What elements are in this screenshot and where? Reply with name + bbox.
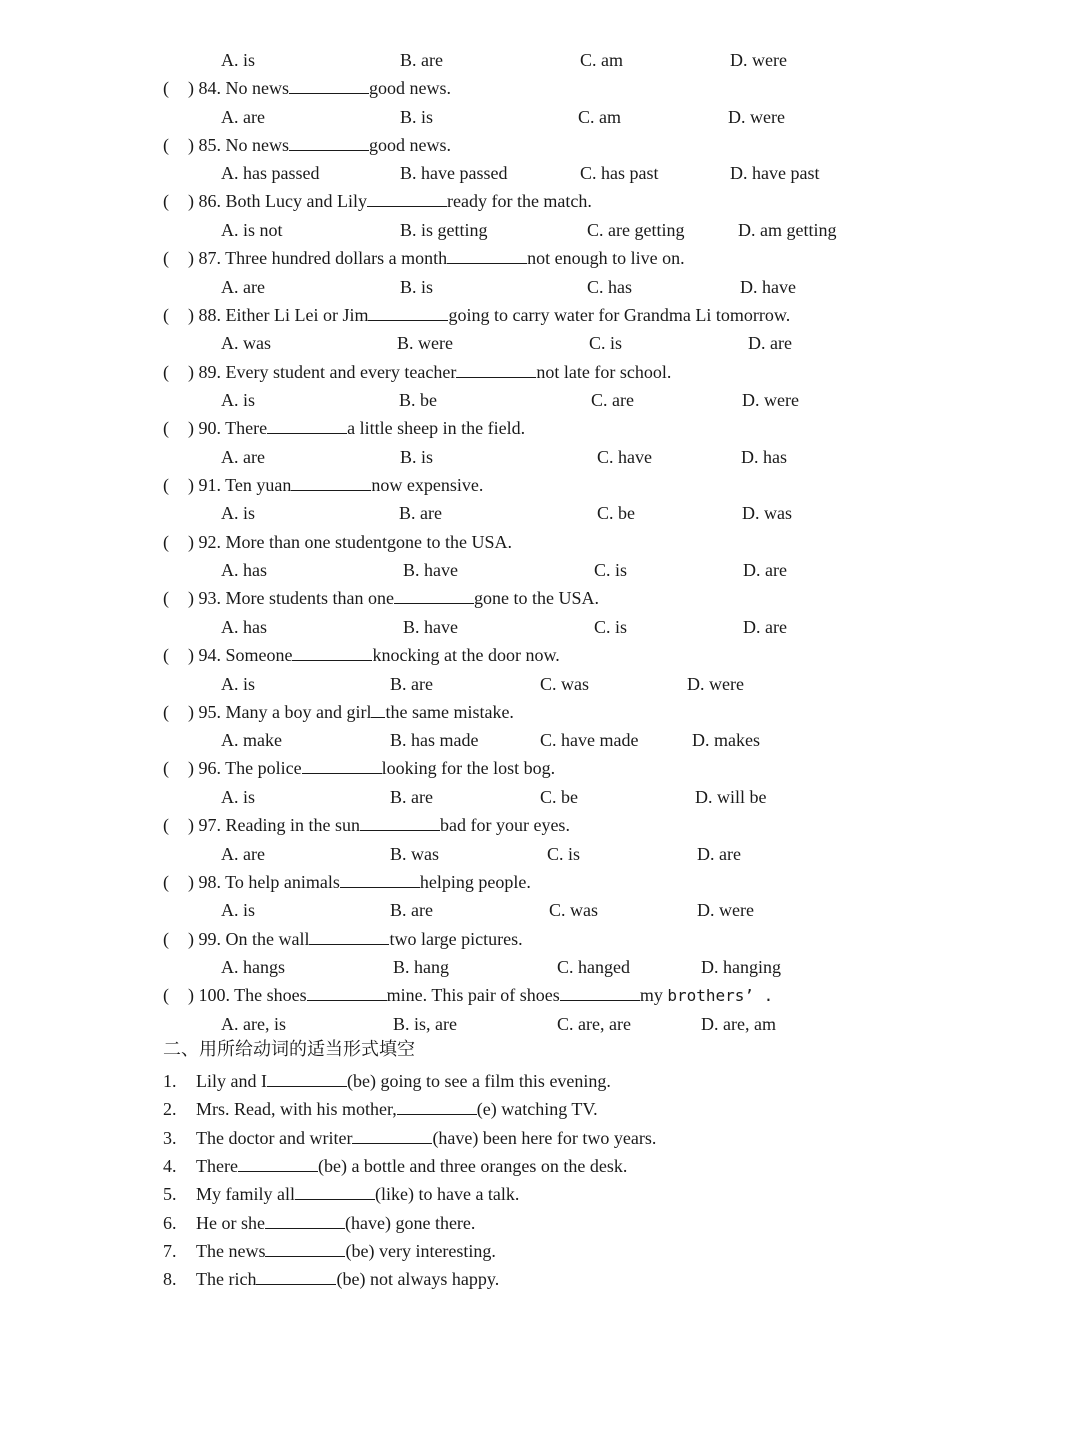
- fill-stem: The rich: [196, 1269, 257, 1290]
- question-paren-open: (: [163, 78, 169, 98]
- answer-option: D. were: [742, 390, 799, 410]
- answer-option: A. are: [221, 446, 265, 467]
- question-stem: ) 88. Either Li Lei or Jim: [188, 304, 369, 325]
- question-text: [188, 871, 531, 893]
- question-stem: ) 92. More than one studentgone to the USA.: [188, 531, 512, 552]
- answer-option: B. have: [403, 560, 458, 581]
- fill-text: [196, 1098, 598, 1120]
- question-text: [188, 928, 523, 950]
- question-stem: ) 100. The shoes: [188, 985, 307, 1006]
- fill-stem: The news: [196, 1240, 266, 1261]
- answer-blank[interactable]: [447, 247, 527, 264]
- question-stem: ) 89. Every student and every teacher: [188, 361, 457, 382]
- question-text: [188, 417, 525, 439]
- question-tail: not enough to live on.: [527, 248, 685, 269]
- answer-blank[interactable]: [368, 304, 448, 321]
- answer-blank[interactable]: [292, 644, 372, 661]
- question-paren-open: (: [163, 985, 169, 1006]
- answer-option: A. has passed: [221, 163, 320, 184]
- fill-tail: (be) not always happy.: [336, 1269, 500, 1290]
- answer-option: D. were: [687, 673, 744, 694]
- answer-option: D. were: [730, 50, 787, 70]
- question-tail: two large pictures.: [389, 928, 523, 949]
- answer-option: B. is: [400, 106, 434, 127]
- question-stem: ) 94. Someone: [188, 645, 293, 665]
- question-paren-open: (: [163, 361, 169, 382]
- answer-blank[interactable]: [265, 1212, 345, 1229]
- fill-tail: (like) to have a talk.: [374, 1184, 520, 1205]
- answer-option: B. hang: [393, 957, 449, 977]
- answer-option: D. are: [748, 333, 792, 354]
- answer-option: B. are: [390, 900, 433, 921]
- question-tail: now expensive.: [371, 474, 484, 495]
- answer-option: C. be: [540, 786, 578, 807]
- question-text: [188, 361, 671, 383]
- answer-option: A. is: [221, 786, 256, 807]
- question-paren-open: (: [163, 304, 169, 325]
- answer-option: C. is: [594, 616, 628, 637]
- answer-option: C. am: [580, 50, 623, 70]
- answer-blank[interactable]: [397, 1098, 477, 1115]
- question-paren-open: (: [163, 474, 169, 495]
- question-tail: gone to the USA.: [473, 588, 599, 609]
- question-tail: a little sheep in the field.: [347, 418, 526, 439]
- question-paren-open: (: [163, 701, 169, 722]
- fill-text: [196, 1155, 627, 1177]
- answer-option: C. was: [540, 673, 589, 694]
- question-tail-mono: brothers’ .: [667, 986, 774, 1006]
- question-paren-open: (: [163, 248, 169, 269]
- answer-blank[interactable]: [267, 417, 347, 434]
- question-paren-open: (: [163, 645, 169, 665]
- fill-tail: (e) watching TV.: [476, 1099, 598, 1120]
- answer-option: B. has made: [390, 730, 479, 751]
- answer-blank[interactable]: [307, 984, 387, 1001]
- answer-option: A. are: [221, 106, 265, 127]
- answer-option: C. is: [589, 333, 623, 354]
- answer-option: D. are: [743, 560, 787, 581]
- answer-blank[interactable]: [352, 1127, 432, 1144]
- answer-option: B. are: [390, 786, 433, 807]
- answer-option: A. was: [221, 333, 271, 354]
- fill-text: [196, 1268, 499, 1290]
- answer-blank[interactable]: [238, 1155, 318, 1172]
- answer-option: A. are: [221, 843, 265, 864]
- question-paren-open: (: [163, 871, 169, 892]
- answer-blank[interactable]: [456, 361, 536, 378]
- answer-option: D. am getting: [738, 219, 837, 240]
- question-tail: good news.: [369, 134, 451, 155]
- answer-option: A. is: [221, 673, 256, 694]
- fill-stem: Lily and I: [196, 1071, 267, 1091]
- section-title: 二、用所给动词的适当形式填空: [163, 1039, 415, 1060]
- question-text: [188, 531, 512, 553]
- answer-option: C. are getting: [587, 219, 685, 240]
- fill-text: [196, 1212, 475, 1234]
- answer-option: C. has past: [580, 163, 659, 184]
- fill-text: [196, 1127, 656, 1149]
- question-tail: bad for your eyes.: [439, 815, 570, 836]
- question-stem: ) 93. More students than one: [188, 588, 394, 609]
- question-tail: helping people.: [419, 871, 531, 892]
- answer-blank[interactable]: [256, 1268, 336, 1285]
- answer-blank[interactable]: [340, 871, 420, 888]
- answer-blank[interactable]: [291, 474, 371, 491]
- question-text: [188, 304, 790, 326]
- answer-option: D. were: [728, 106, 785, 127]
- fill-number: 5.: [163, 1184, 177, 1205]
- fill-tail: (have) been here for two years.: [432, 1127, 657, 1148]
- answer-option: A. are, is: [221, 1013, 286, 1034]
- fill-number: 7.: [163, 1240, 177, 1261]
- answer-option: C. am: [578, 106, 621, 127]
- fill-tail: (be) a bottle and three oranges on the desk.: [317, 1155, 628, 1176]
- question-paren-open: (: [163, 531, 169, 552]
- answer-option: B. be: [399, 390, 437, 410]
- question-tail: knocking at the door now.: [372, 645, 560, 665]
- question-text: [188, 247, 685, 269]
- question-tail: going to carry water for Grandma Li tomorrow.: [448, 304, 791, 325]
- answer-blank[interactable]: [302, 757, 382, 774]
- question-paren-open: (: [163, 758, 169, 779]
- question-tail: the same mistake.: [385, 701, 514, 722]
- answer-option: B. have passed: [400, 163, 508, 184]
- answer-option: B. is, are: [393, 1013, 457, 1034]
- answer-option: A. has: [221, 616, 267, 637]
- answer-option: B. were: [397, 333, 453, 354]
- question-text: [188, 77, 451, 99]
- answer-blank[interactable]: [394, 587, 474, 604]
- fill-text: [196, 1183, 519, 1205]
- answer-option: B. are: [399, 503, 442, 524]
- fill-stem: The doctor and writer: [196, 1127, 353, 1148]
- question-paren-open: (: [163, 418, 169, 439]
- question-middle: mine. This pair of shoes: [386, 985, 560, 1006]
- answer-option: D. have: [740, 276, 796, 297]
- fill-number: 1.: [163, 1071, 177, 1091]
- answer-option: D. was: [742, 503, 792, 524]
- answer-option: D. hanging: [701, 957, 781, 977]
- question-text: [188, 134, 451, 156]
- answer-option: C. is: [594, 560, 628, 581]
- question-tail: my: [639, 985, 668, 1006]
- fill-tail: (be) very interesting.: [345, 1240, 496, 1261]
- answer-option: A. hangs: [221, 957, 285, 977]
- answer-option: D. were: [697, 900, 754, 921]
- fill-stem: He or she: [196, 1212, 265, 1233]
- fill-text: [196, 1070, 611, 1092]
- fill-number: 4.: [163, 1155, 177, 1176]
- answer-blank[interactable]: [295, 1183, 375, 1200]
- fill-stem: There: [196, 1155, 238, 1176]
- fill-tail: (have) gone there.: [344, 1212, 476, 1233]
- answer-blank[interactable]: [309, 928, 389, 945]
- answer-option: C. is: [547, 843, 581, 864]
- answer-blank[interactable]: [367, 190, 447, 207]
- question-text: [188, 814, 570, 836]
- answer-option: A. make: [221, 730, 282, 751]
- answer-option: A. has: [221, 560, 267, 581]
- question-paren-open: (: [163, 191, 169, 212]
- answer-option: A. is: [221, 50, 256, 70]
- question-paren-open: (: [163, 815, 169, 836]
- answer-option: A. is: [221, 900, 256, 921]
- question-tail: not late for school.: [536, 361, 672, 382]
- fill-number: 8.: [163, 1269, 177, 1290]
- answer-option: C. are, are: [557, 1013, 631, 1034]
- answer-blank[interactable]: [360, 814, 440, 831]
- question-tail: looking for the lost bog.: [381, 758, 556, 779]
- answer-option: D. are, am: [701, 1013, 776, 1034]
- question-paren-open: (: [163, 134, 169, 155]
- question-stem: ) 98. To help animals: [188, 871, 340, 892]
- answer-option: D. has: [741, 446, 787, 467]
- answer-option: B. is: [400, 276, 434, 297]
- answer-option: B. are: [390, 673, 433, 694]
- question-stem: ) 84. No news: [188, 78, 289, 98]
- answer-blank[interactable]: [560, 984, 640, 1001]
- answer-option: C. have made: [540, 730, 639, 751]
- fill-stem: Mrs. Read, with his mother,: [196, 1099, 397, 1120]
- question-stem: ) 90. There: [188, 418, 268, 439]
- question-tail: good news.: [369, 78, 451, 98]
- question-text: [188, 474, 483, 496]
- fill-number: 2.: [163, 1099, 177, 1120]
- question-text: [188, 190, 592, 212]
- answer-option: B. is: [400, 446, 434, 467]
- answer-option: A. is not: [221, 219, 283, 240]
- answer-option: B. was: [390, 843, 439, 864]
- answer-blank[interactable]: [265, 1240, 345, 1257]
- fill-number: 6.: [163, 1212, 177, 1233]
- question-text: [188, 587, 599, 609]
- answer-blank[interactable]: [267, 1070, 347, 1087]
- answer-option: C. has: [587, 276, 632, 297]
- question-paren-open: (: [163, 928, 169, 949]
- question-tail: ready for the match.: [446, 191, 592, 212]
- answer-option: A. are: [221, 276, 265, 297]
- answer-option: C. was: [549, 900, 598, 921]
- answer-option: C. are: [591, 390, 634, 410]
- fill-text: [196, 1240, 496, 1262]
- question-stem: ) 96. The police: [188, 758, 302, 779]
- question-text: [188, 757, 555, 779]
- answer-option: C. have: [597, 446, 652, 467]
- answer-option: C. hanged: [557, 957, 630, 977]
- question-text: [188, 984, 773, 1007]
- answer-option: D. have past: [730, 163, 820, 184]
- fill-tail: (be) going to see a film this evening.: [346, 1071, 611, 1091]
- answer-option: A. is: [221, 390, 256, 410]
- question-stem: ) 99. On the wall: [188, 928, 310, 949]
- question-text: [188, 701, 514, 723]
- question-stem: ) 86. Both Lucy and Lily: [188, 191, 367, 212]
- answer-option: C. be: [597, 503, 635, 524]
- question-stem: ) 91. Ten yuan: [188, 474, 292, 495]
- answer-option: A. is: [221, 503, 256, 524]
- answer-option: D. makes: [692, 730, 760, 751]
- answer-option: B. have: [403, 616, 458, 637]
- answer-option: B. is getting: [400, 219, 488, 240]
- answer-blank[interactable]: [289, 77, 369, 94]
- answer-blank[interactable]: [371, 701, 385, 718]
- question-stem: ) 87. Three hundred dollars a month: [188, 248, 448, 269]
- question-stem: ) 95. Many a boy and girl: [188, 701, 372, 722]
- question-stem: ) 97. Reading in the sun: [188, 815, 360, 836]
- answer-option: D. will be: [695, 786, 767, 807]
- fill-stem: My family all: [196, 1184, 295, 1205]
- answer-blank[interactable]: [289, 134, 369, 151]
- fill-number: 3.: [163, 1127, 177, 1148]
- answer-option: B. are: [400, 50, 443, 70]
- answer-option: D. are: [697, 843, 741, 864]
- question-paren-open: (: [163, 588, 169, 609]
- answer-option: D. are: [743, 616, 787, 637]
- question-text: [188, 644, 560, 666]
- question-stem: ) 85. No news: [188, 134, 289, 155]
